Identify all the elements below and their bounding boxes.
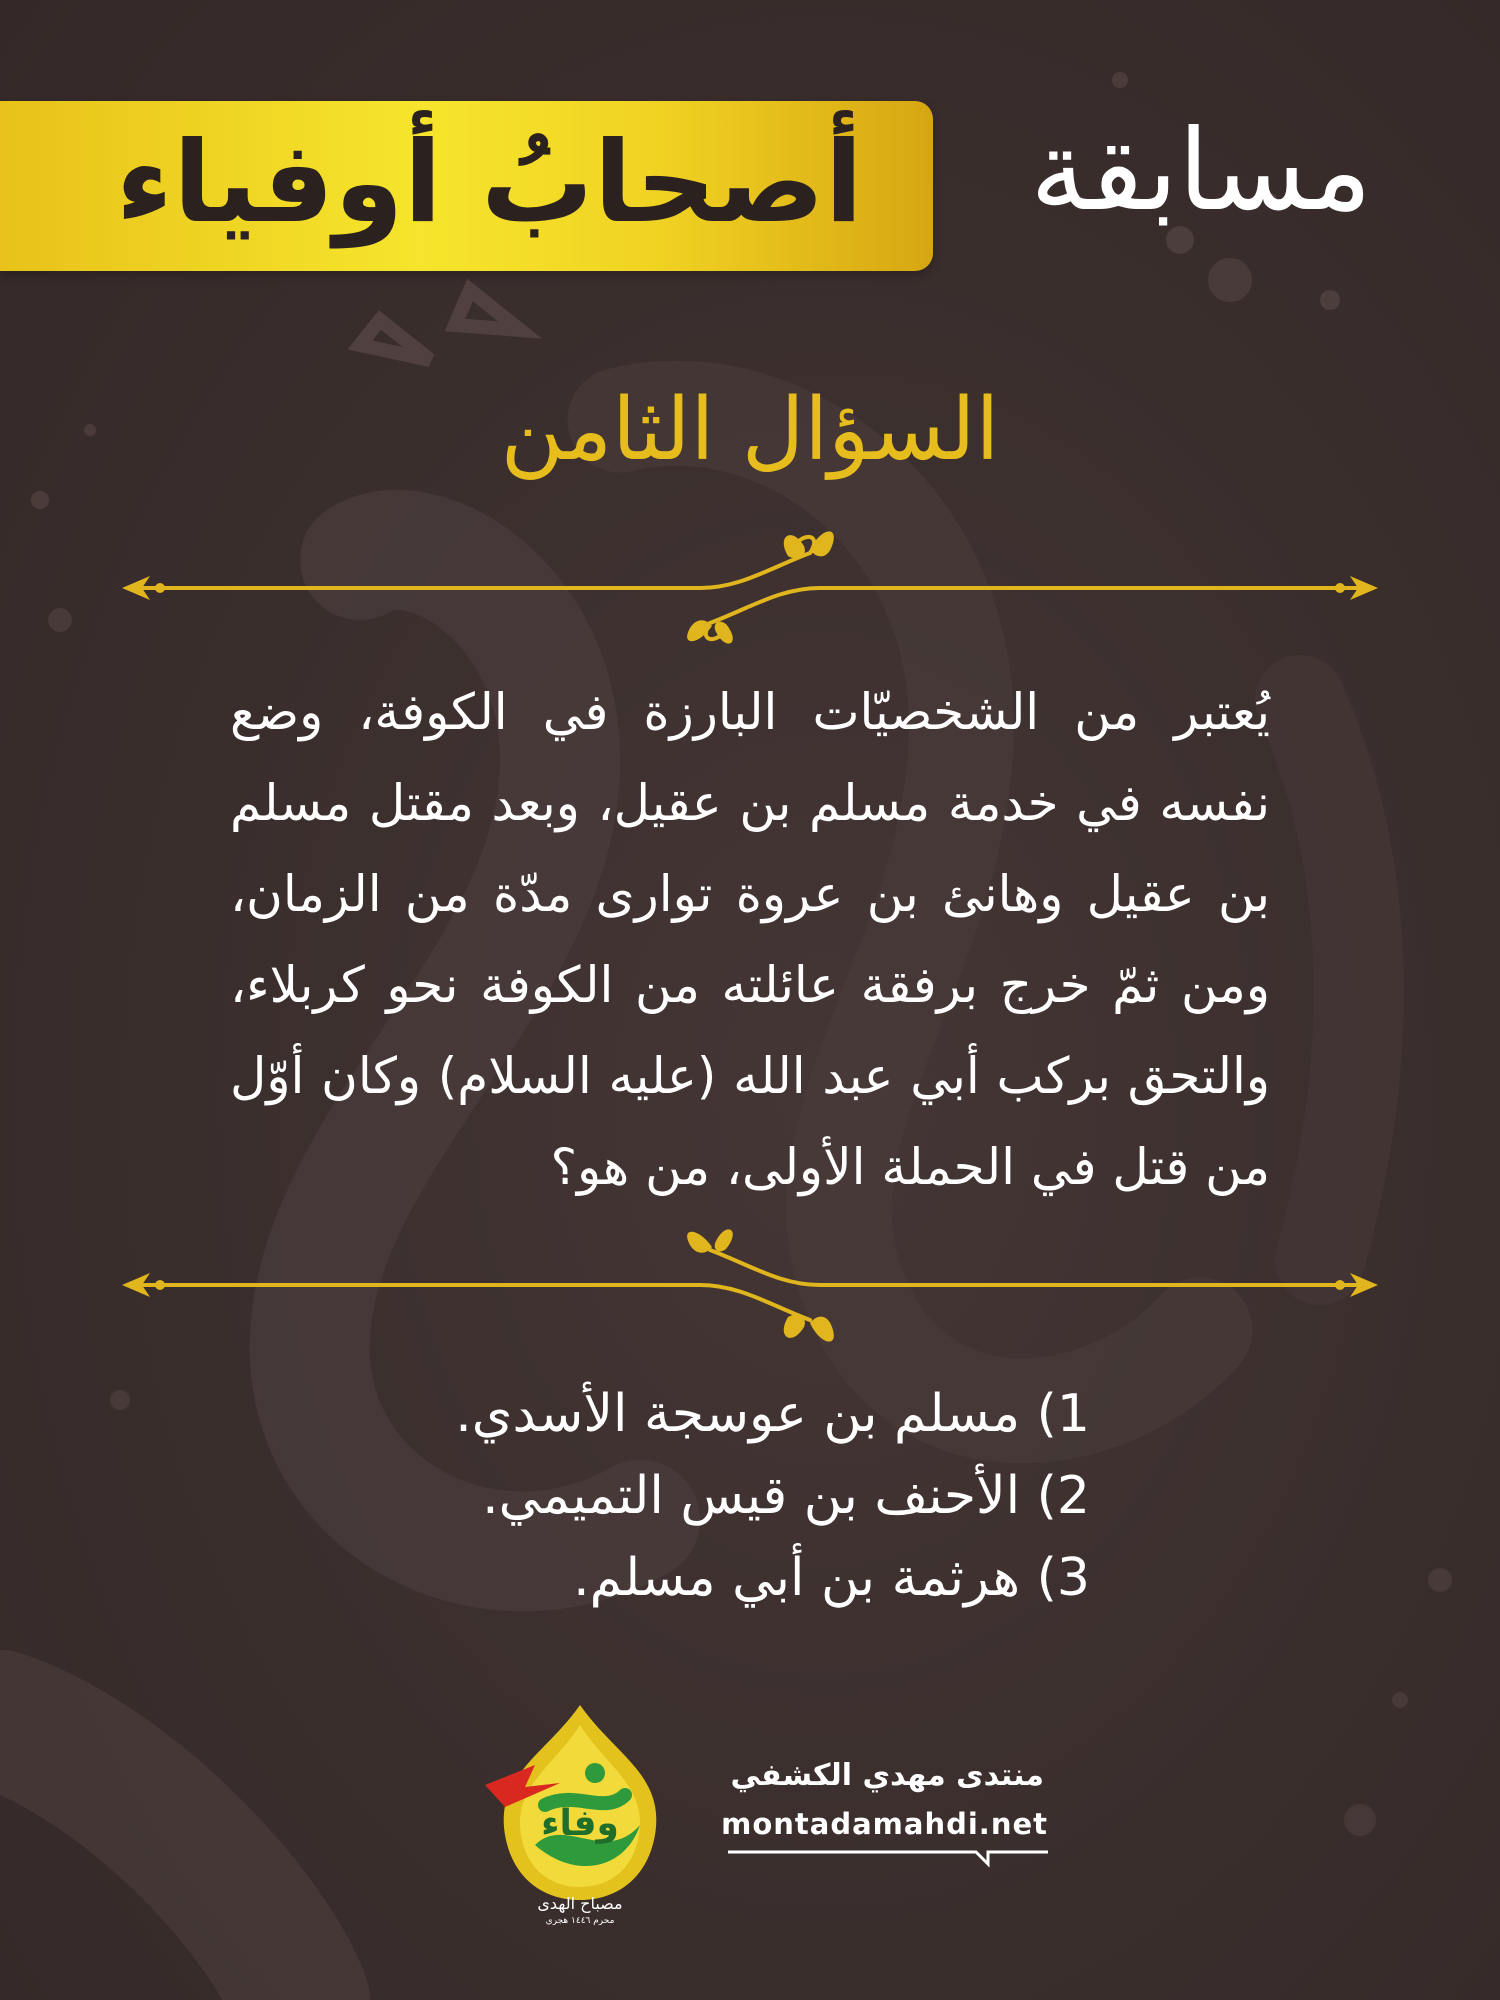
answer-option-2[interactable]: 2) الأحنف بن قيس التميمي. (482, 1466, 1090, 1526)
forum-credit (720, 1756, 1050, 1866)
forum-name: منتدى مهدي الكشفي (730, 1758, 1044, 1793)
answer-options (330, 1373, 1090, 1619)
ornament-divider-top (120, 528, 1380, 648)
competition-name: أصحابُ أوفياء (115, 118, 863, 248)
ornament-divider-bottom (120, 1225, 1380, 1345)
forum-url-link[interactable]: montadamahdi.net (721, 1807, 1048, 1841)
answer-option-1[interactable]: 1) مسلم بن عوسجة الأسدي. (455, 1384, 1090, 1444)
logo-sub-name: مصباح الهدى (537, 1894, 623, 1913)
logo-date-line: محرم ١٤٤٦ هجري (545, 1916, 615, 1925)
question-body: يُعتبر من الشخصيّات البارزة في الكوفة، وضع نفسه في خدمة مسلم بن عقيل، وبعد مقتل مسلم بن عقيل وهانئ بن عروة توارى مدّة من الزمان، ومن ثمّ خرج برفقة عائلته من الكوفة نحو كربلاء، والتحق بركب أبي عبد الله (عليه السلام) وكان أوّل من قتل في الحملة الأولى، من هو؟ (230, 683, 1270, 1196)
wafaa-logo (465, 1695, 695, 1925)
speech-bubble-underline-icon (726, 1848, 1050, 1868)
title-banner (0, 101, 933, 271)
logo-main-word: وفاء (541, 1803, 619, 1844)
competition-label: مسابقة (1030, 106, 1372, 236)
answer-option-3[interactable]: 3) هرثمة بن أبي مسلم. (573, 1548, 1090, 1608)
question-number-heading: السؤال الثامن (500, 380, 1000, 480)
